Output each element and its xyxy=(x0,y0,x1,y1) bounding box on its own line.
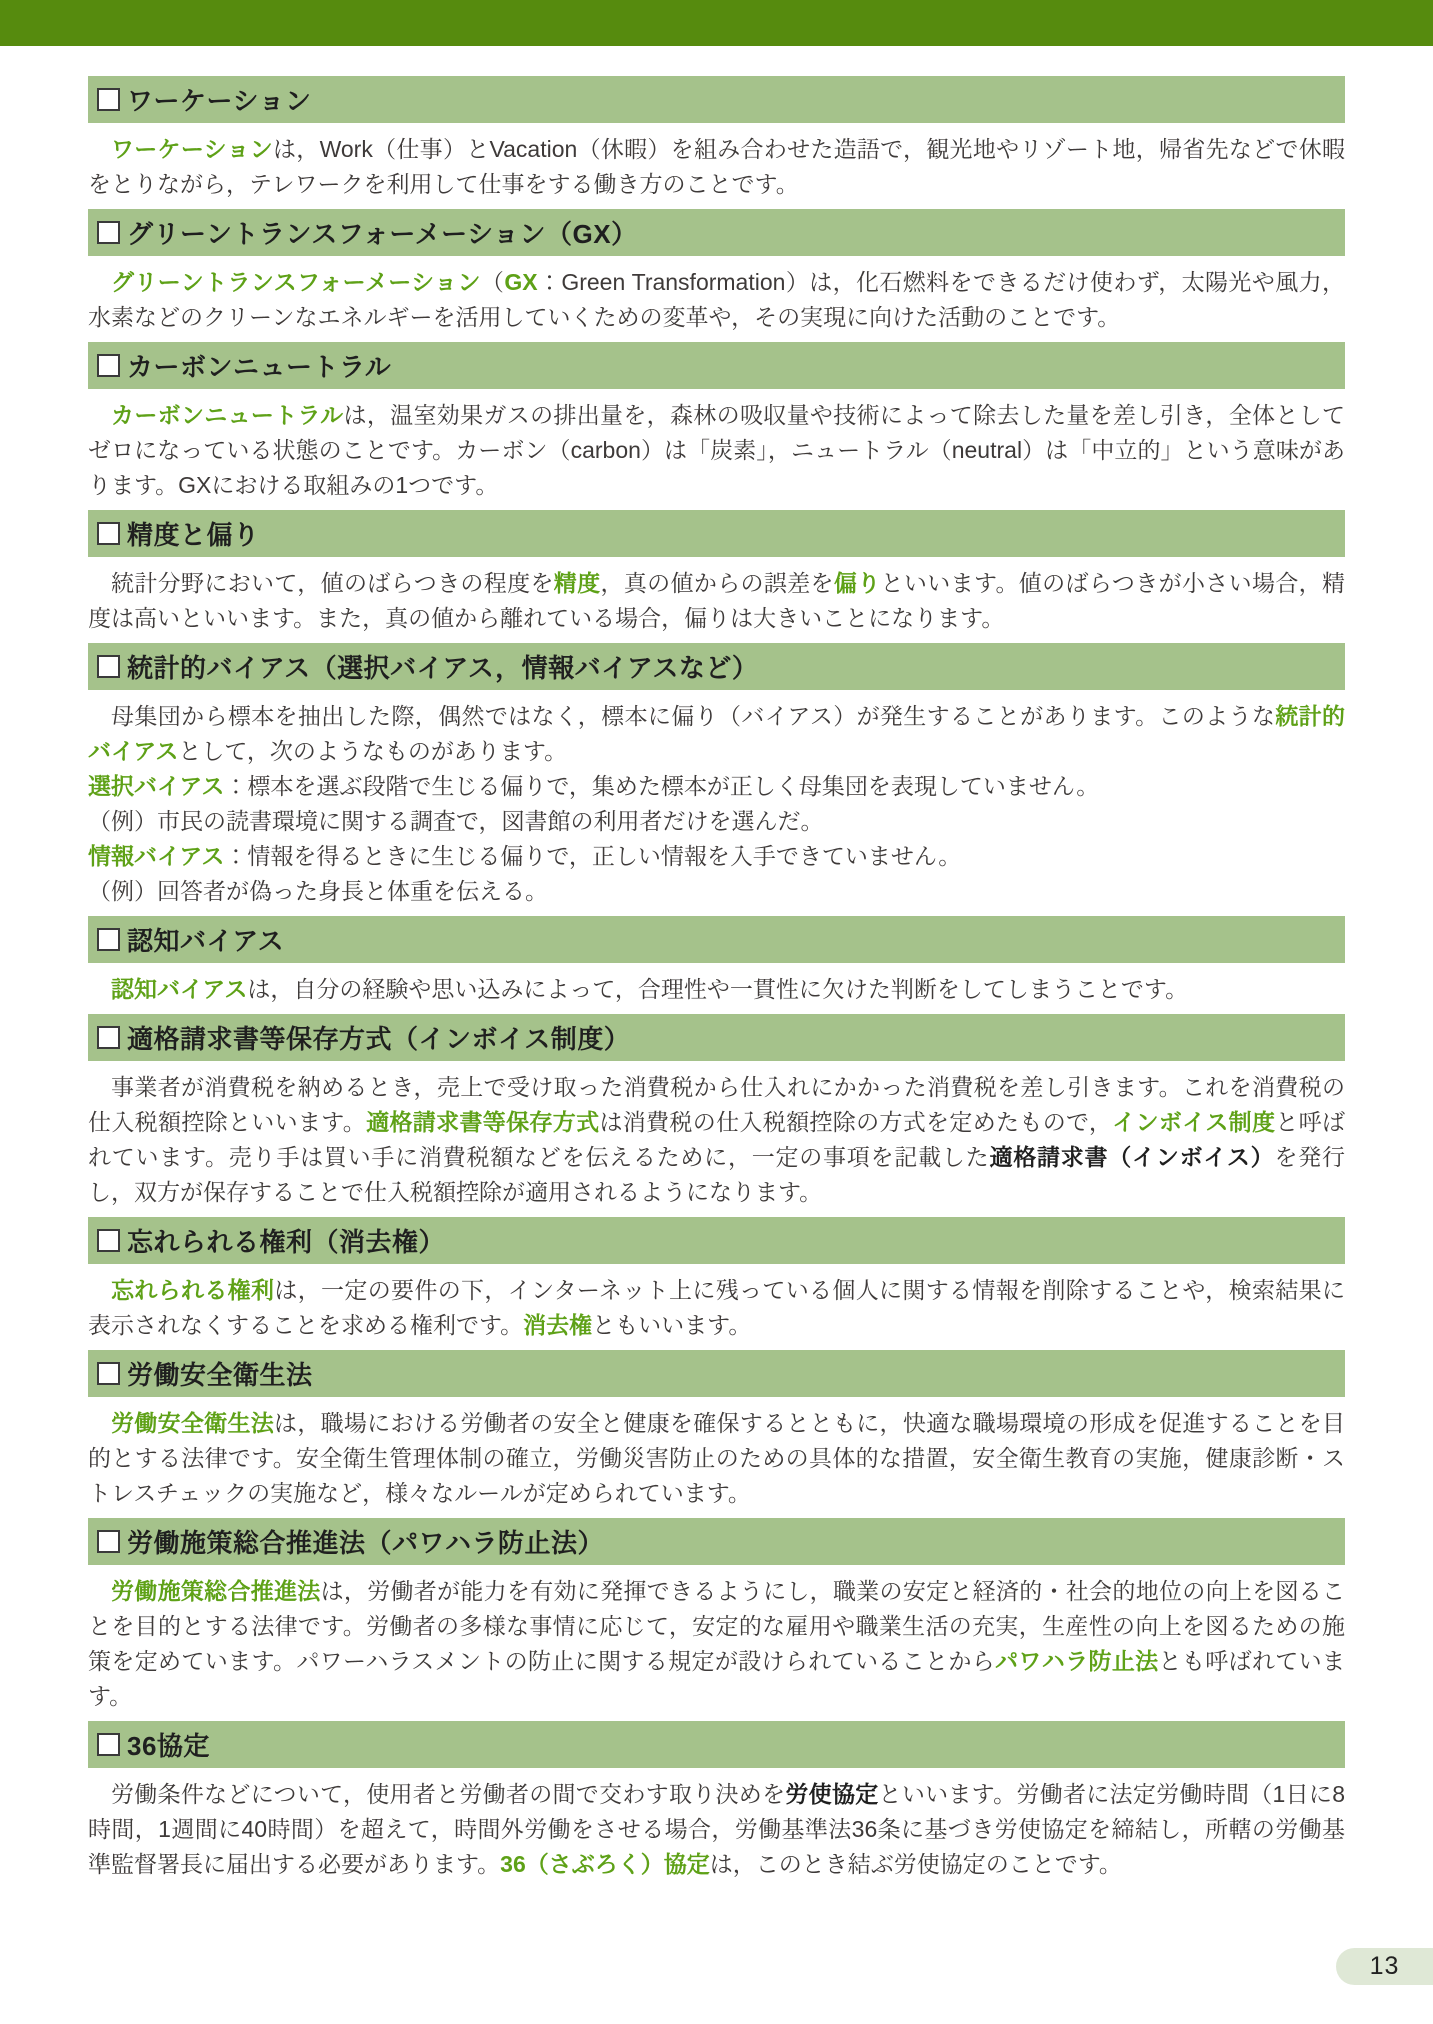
keyword-text: パワハラ防止法 xyxy=(995,1648,1159,1674)
checkbox-square-icon xyxy=(97,1530,120,1553)
body-text: （例）市民の読書環境に関する調査で，図書館の利用者だけを選んだ。 xyxy=(88,808,824,834)
checkbox-square-icon xyxy=(97,928,120,951)
glossary-section xyxy=(88,342,1345,510)
body-paragraph xyxy=(88,1777,1345,1882)
section-header xyxy=(88,1518,1345,1565)
body-paragraph xyxy=(88,874,1345,909)
checkbox-square-icon xyxy=(97,522,120,545)
section-body xyxy=(88,1061,1345,1217)
keyword-text: 偏り xyxy=(833,570,881,596)
glossary-section xyxy=(88,643,1345,916)
body-text: （ xyxy=(480,269,505,295)
body-text: は消費税の仕入税額控除の方式を定めたもので， xyxy=(599,1109,1113,1135)
section-header xyxy=(88,916,1345,963)
checkbox-square-icon xyxy=(97,1026,120,1049)
section-body xyxy=(88,1264,1345,1350)
body-text: ：標本を選ぶ段階で生じる偏りで，集めた標本が正しく母集団を表現していません。 xyxy=(224,773,1100,799)
glossary-section xyxy=(88,1721,1345,1889)
section-body xyxy=(88,557,1345,643)
section-title: 認知バイアス xyxy=(127,926,285,956)
body-paragraph xyxy=(88,1273,1345,1343)
keyword-text: 労働安全衛生法 xyxy=(111,1410,275,1436)
body-text: といいます。労働者に法定労働時間（1日に8時間，1週間に40時間）を超えて，時間外労働をさせる場合，労働基準法36条に基づき労使協定を締結し，所轄の労働基準監督署長に届出する必要があります。 xyxy=(88,1781,1345,1877)
keyword-text: 36（さぶろく）協定 xyxy=(500,1851,710,1877)
body-text: といいます。値のばらつきが小さい場合，精度は高いといいます。また，真の値から離れている場合，偏りは大きいことになります。 xyxy=(88,570,1346,631)
section-body xyxy=(88,690,1345,916)
body-paragraph xyxy=(88,398,1345,503)
body-text: は，一定の要件の下，インターネット上に残っている個人に関する情報を削除することや，検索結果に表示されなくすることを求める権利です。 xyxy=(88,1277,1345,1338)
keyword-text: 選択バイアス xyxy=(88,773,225,799)
glossary-section xyxy=(88,76,1345,209)
body-paragraph xyxy=(88,265,1345,335)
keyword-text: ワーケーション xyxy=(111,136,274,162)
keyword-text: 忘れられる権利 xyxy=(111,1277,275,1303)
body-text: 母集団から標本を抽出した際，偶然ではなく，標本に偏り（バイアス）が発生することがあります。このような xyxy=(111,703,1276,729)
body-text: とも呼ばれています。 xyxy=(88,1648,1345,1709)
glossary-section xyxy=(88,209,1345,342)
keyword-text: 労働施策総合推進法 xyxy=(111,1578,321,1604)
keyword-text: 認知バイアス xyxy=(111,976,248,1002)
checkbox-square-icon xyxy=(97,655,120,678)
body-text: ，真の値からの誤差を xyxy=(600,570,834,596)
body-paragraph xyxy=(88,132,1345,202)
body-paragraph xyxy=(88,769,1345,804)
glossary-section xyxy=(88,1014,1345,1217)
section-title: 36協定 xyxy=(127,1731,210,1761)
section-header xyxy=(88,1217,1345,1264)
section-title: 統計的バイアス（選択バイアス，情報バイアスなど） xyxy=(127,653,759,683)
section-body xyxy=(88,1397,1345,1518)
keyword-text: GX xyxy=(504,269,538,295)
glossary-section xyxy=(88,1217,1345,1350)
page-number-pill xyxy=(1336,1948,1433,1985)
body-text: と呼ばれています。売り手は買い手に消費税額などを伝えるために，一定の事項を記載した xyxy=(88,1109,1346,1170)
checkbox-square-icon xyxy=(97,354,120,377)
section-body xyxy=(88,1768,1345,1889)
checkbox-square-icon xyxy=(97,1229,120,1252)
body-text: は，職場における労働者の安全と健康を確保するとともに，快適な職場環境の形成を促進することを目的とする法律です。安全衛生管理体制の確立，労働災害防止のための具体的な措置，安全衛生教育の実施，健康診断・ストレスチェックの実施など，様々なルールが定められています。 xyxy=(88,1410,1346,1506)
glossary-section xyxy=(88,1350,1345,1518)
section-header xyxy=(88,1014,1345,1061)
body-text: は，温室効果ガスの排出量を，森林の吸収量や技術によって除去した量を差し引き，全体としてゼロになっている状態のことです。カーボン（carbon）は「炭素」，ニュートラル（neutral）は「中立的」という意味があります。GXにおける取組みの1つです。 xyxy=(88,402,1345,498)
section-header xyxy=(88,1721,1345,1768)
section-title: 忘れられる権利（消去権） xyxy=(127,1227,446,1257)
glossary-section xyxy=(88,510,1345,643)
section-header xyxy=(88,1350,1345,1397)
body-paragraph xyxy=(88,804,1345,839)
body-text: は，このとき結ぶ労使協定のことです。 xyxy=(709,1851,1122,1877)
body-text: （例）回答者が偽った身長と体重を伝える。 xyxy=(88,878,548,904)
checkbox-square-icon xyxy=(97,1362,120,1385)
section-title: 労働安全衛生法 xyxy=(127,1360,313,1390)
keyword-text: インボイス制度 xyxy=(1112,1109,1276,1135)
body-paragraph xyxy=(88,972,1345,1007)
section-header xyxy=(88,209,1345,256)
section-header xyxy=(88,342,1345,389)
body-text: ともいいます。 xyxy=(592,1312,752,1338)
body-paragraph xyxy=(88,839,1345,874)
keyword-text: 消去権 xyxy=(523,1312,593,1338)
body-text: ：情報を得るときに生じる偏りで，正しい情報を入手できていません。 xyxy=(224,843,962,869)
keyword-text: 適格請求書等保存方式 xyxy=(366,1109,600,1135)
section-title: カーボンニュートラル xyxy=(127,352,392,382)
body-paragraph xyxy=(88,1070,1345,1210)
keyword-text: グリーントランスフォーメーション xyxy=(111,269,481,295)
body-text: を発行し，双方が保存することで仕入税額控除が適用されるようになります。 xyxy=(88,1144,1345,1205)
section-title: 労働施策総合推進法（パワハラ防止法） xyxy=(127,1528,605,1558)
section-body xyxy=(88,389,1345,510)
checkbox-square-icon xyxy=(97,221,120,244)
checkbox-square-icon xyxy=(97,1733,120,1756)
keyword-text: 情報バイアス xyxy=(88,843,225,869)
section-header xyxy=(88,76,1345,123)
section-body xyxy=(88,963,1345,1014)
body-paragraph xyxy=(88,699,1345,769)
body-text: 事業者が消費税を納めるとき，売上で受け取った消費税から仕入れにかかった消費税を差し引きます。これを消費税の仕入税額控除といいます。 xyxy=(88,1074,1345,1135)
body-text: は，自分の経験や思い込みによって，合理性や一貫性に欠けた判断をしてしまうことです。 xyxy=(247,976,1189,1002)
glossary-section xyxy=(88,916,1345,1014)
top-bar xyxy=(0,0,1433,46)
section-title: 精度と偏り xyxy=(127,520,260,550)
checkbox-square-icon xyxy=(97,88,120,111)
page-number: 13 xyxy=(1369,1952,1400,1980)
keyword-text: 精度 xyxy=(553,570,601,596)
section-body xyxy=(88,256,1345,342)
body-text: は，Work（仕事）とVacation（休暇）を組み合わせた造語で，観光地やリゾート地，帰省先などで休暇をとりながら，テレワークを利用して仕事をする働き方のことです。 xyxy=(88,136,1345,197)
body-text: は，労働者が能力を有効に発揮できるようにし，職業の安定と経済的・社会的地位の向上を図ることを目的とする法律です。労働者の多様な事情に応じて，安定的な雇用や職業生活の充実，生産性の向上を図るための施策を定めています。パワーハラスメントの防止に関する規定が設けられていることから xyxy=(88,1578,1346,1674)
section-header xyxy=(88,510,1345,557)
body-text: 労働条件などについて，使用者と労働者の間で交わす取り決めを xyxy=(111,1781,786,1807)
section-header xyxy=(88,643,1345,690)
body-paragraph xyxy=(88,1574,1345,1714)
body-text: 統計分野において，値のばらつきの程度を xyxy=(111,570,554,596)
body-text: として，次のようなものがあります。 xyxy=(178,738,568,764)
bold-term-text: 適格請求書（インボイス） xyxy=(989,1144,1275,1170)
glossary-section xyxy=(88,1518,1345,1721)
section-body xyxy=(88,1565,1345,1721)
body-text: ：Green Transformation）は，化石燃料をできるだけ使わず，太陽光や風力，水素などのクリーンなエネルギーを活用していくための変革や，その実現に向けた活動のことです。 xyxy=(88,269,1346,330)
body-paragraph xyxy=(88,566,1345,636)
section-title: グリーントランスフォーメーション（GX） xyxy=(127,219,638,249)
keyword-text: 統計的バイアス xyxy=(88,703,1346,764)
bold-term-text: 労使協定 xyxy=(785,1781,879,1807)
keyword-text: カーボンニュートラル xyxy=(111,402,344,428)
glossary xyxy=(0,46,1433,1889)
section-title: 適格請求書等保存方式（インボイス制度） xyxy=(127,1024,631,1054)
section-title: ワーケーション xyxy=(127,86,312,116)
body-paragraph xyxy=(88,1406,1345,1511)
section-body xyxy=(88,123,1345,209)
